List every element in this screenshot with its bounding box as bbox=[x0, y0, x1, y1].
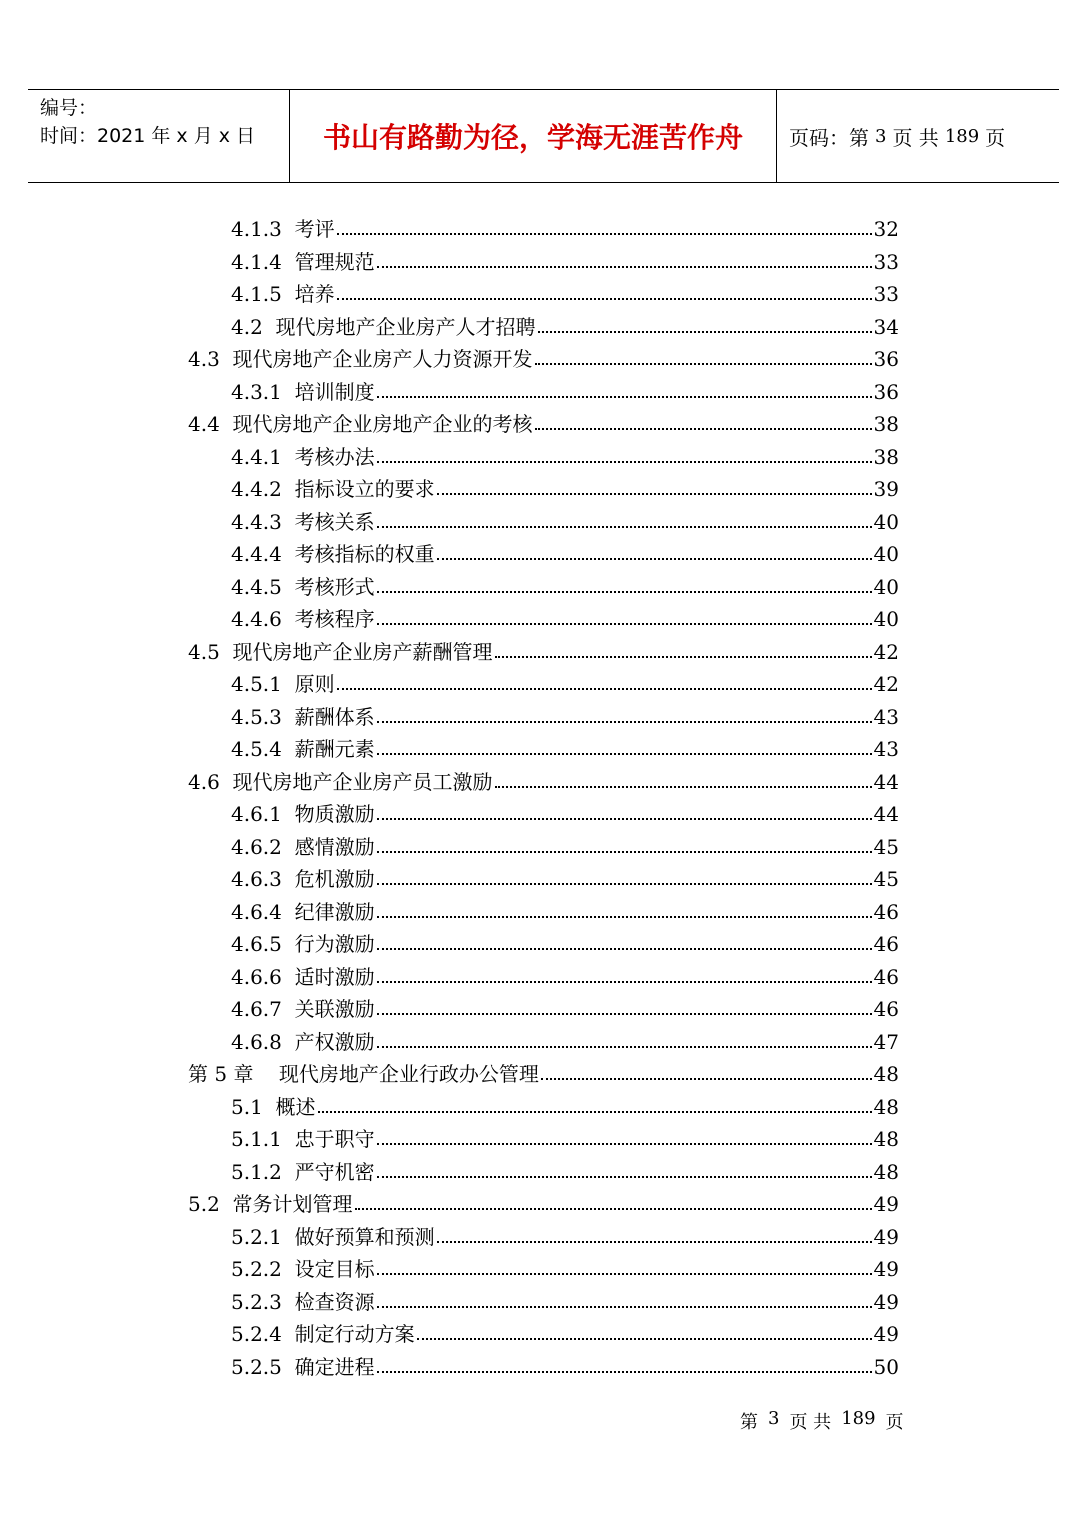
number-label: 编号： bbox=[40, 97, 98, 119]
toc-entry[interactable] bbox=[188, 340, 899, 372]
toc-entry-page: 46 bbox=[873, 932, 899, 956]
footer-mid: 页 共 bbox=[789, 1412, 832, 1433]
footer-current: 3 bbox=[768, 1408, 780, 1429]
toc-dot-leader bbox=[377, 753, 872, 755]
toc-entry[interactable] bbox=[231, 243, 899, 275]
toc-dot-leader bbox=[355, 1208, 872, 1210]
toc-dot-leader bbox=[538, 331, 872, 333]
toc-entry-title: 4.4.2 指标设立的要求 bbox=[231, 477, 435, 501]
toc-entry-page: 49 bbox=[873, 1224, 899, 1249]
toc-entry[interactable] bbox=[231, 828, 899, 860]
header-motto: 书山有路勤为径，学海无涯苦作舟 bbox=[290, 90, 777, 182]
toc-entry-title: 5.2.2 设定目标 bbox=[231, 1257, 375, 1281]
toc-dot-leader bbox=[437, 493, 872, 495]
toc-entry-page: 50 bbox=[873, 1354, 899, 1379]
toc-entry-page: 49 bbox=[873, 1257, 899, 1281]
page-current: 3 bbox=[875, 125, 887, 147]
page-prefix: 页码：第 bbox=[789, 125, 869, 150]
toc-entry-title: 5.2.3 检查资源 bbox=[231, 1289, 375, 1314]
toc-entry-title: 4.5 现代房地产企业房产薪酬管理 bbox=[188, 639, 493, 664]
toc-entry[interactable] bbox=[231, 1153, 899, 1185]
toc-entry-page: 48 bbox=[873, 1094, 899, 1119]
toc-dot-leader bbox=[495, 786, 872, 788]
toc-entry-page: 47 bbox=[873, 1029, 899, 1054]
toc-entry[interactable] bbox=[231, 308, 899, 340]
footer-suffix: 页 bbox=[885, 1412, 904, 1433]
footer-prefix: 第 bbox=[740, 1412, 758, 1433]
header-page-info bbox=[777, 90, 1059, 182]
toc-entry-title: 5.2 常务计划管理 bbox=[188, 1192, 353, 1216]
toc-entry[interactable] bbox=[188, 1055, 899, 1087]
toc-dot-leader bbox=[535, 428, 872, 430]
toc-entry-title: 4.6.2 感情激励 bbox=[231, 834, 375, 859]
toc-entry[interactable] bbox=[231, 893, 899, 925]
toc-entry-page: 36 bbox=[873, 347, 899, 371]
toc-entry-title: 4.4.4 考核指标的权重 bbox=[231, 542, 435, 566]
toc-entry-page: 48 bbox=[873, 1062, 899, 1086]
toc-entry-page: 48 bbox=[873, 1127, 899, 1151]
toc-entry-page: 49 bbox=[873, 1322, 899, 1346]
toc-entry-title: 4.6.6 适时激励 bbox=[231, 964, 375, 989]
toc-entry[interactable] bbox=[231, 665, 899, 697]
toc-entry-page: 38 bbox=[873, 412, 899, 436]
toc-entry-page: 42 bbox=[873, 639, 899, 664]
page-footer bbox=[740, 1408, 904, 1434]
toc-entry-page: 45 bbox=[873, 867, 899, 891]
toc-dot-leader bbox=[377, 526, 872, 528]
toc-dot-leader bbox=[377, 1273, 872, 1275]
toc-entry-title: 4.6.5 行为激励 bbox=[231, 932, 375, 956]
toc-entry-title: 4.6.7 关联激励 bbox=[231, 997, 375, 1021]
toc-entry[interactable] bbox=[231, 275, 899, 307]
toc-entry[interactable] bbox=[231, 1250, 899, 1282]
toc-entry-page: 33 bbox=[873, 249, 899, 274]
toc-dot-leader bbox=[337, 688, 872, 690]
toc-entry-page: 33 bbox=[873, 282, 899, 306]
toc-dot-leader bbox=[377, 851, 872, 853]
toc-entry-page: 40 bbox=[873, 574, 899, 599]
toc-entry[interactable] bbox=[231, 568, 899, 600]
toc-dot-leader bbox=[377, 948, 872, 950]
toc-entry-title: 4.4.3 考核关系 bbox=[231, 509, 375, 534]
toc-entry[interactable] bbox=[231, 1120, 899, 1152]
page-mid: 页 共 bbox=[892, 125, 939, 150]
toc-entry-page: 49 bbox=[873, 1289, 899, 1314]
toc-entry[interactable] bbox=[188, 1185, 899, 1217]
toc-entry-title: 4.5.1 原则 bbox=[231, 672, 335, 696]
toc-entry[interactable] bbox=[231, 795, 899, 827]
page-total: 189 bbox=[944, 125, 980, 147]
toc-entry[interactable] bbox=[231, 438, 899, 470]
toc-dot-leader bbox=[437, 1241, 872, 1243]
toc-entry-title: 4.3.1 培训制度 bbox=[231, 379, 375, 404]
toc-entry-page: 39 bbox=[873, 477, 899, 501]
toc-entry-title: 4.4 现代房地产企业房地产企业的考核 bbox=[188, 412, 533, 436]
toc-entry-title: 4.6.1 物质激励 bbox=[231, 802, 375, 826]
toc-dot-leader bbox=[377, 461, 872, 463]
toc-entry-title: 5.1.2 严守机密 bbox=[231, 1159, 375, 1184]
toc-entry-page: 45 bbox=[873, 834, 899, 859]
toc-entry[interactable] bbox=[231, 730, 899, 762]
toc-entry-page: 49 bbox=[873, 1192, 899, 1216]
page-header bbox=[28, 89, 1059, 183]
toc-entry-page: 46 bbox=[873, 964, 899, 989]
toc-entry[interactable] bbox=[188, 633, 899, 665]
toc-entry[interactable] bbox=[231, 1023, 899, 1055]
toc-entry-title: 4.6.8 产权激励 bbox=[231, 1029, 375, 1054]
toc-entry-title: 4.2 现代房地产企业房产人才招聘 bbox=[231, 314, 536, 339]
toc-entry[interactable] bbox=[188, 405, 899, 437]
toc-entry[interactable] bbox=[231, 1088, 899, 1120]
toc-dot-leader bbox=[377, 1143, 872, 1145]
toc-dot-leader bbox=[377, 721, 872, 723]
toc-entry-page: 43 bbox=[873, 704, 899, 729]
toc-entry-page: 44 bbox=[873, 769, 899, 794]
toc-entry-title: 4.4.5 考核形式 bbox=[231, 574, 375, 599]
toc-entry-page: 46 bbox=[873, 899, 899, 924]
toc-entry-page: 44 bbox=[873, 802, 899, 826]
toc-entry-title: 4.6.3 危机激励 bbox=[231, 867, 375, 891]
toc-entry-title: 5.1.1 忠于职守 bbox=[231, 1127, 375, 1151]
toc-entry-title: 5.2.5 确定进程 bbox=[231, 1354, 375, 1379]
toc-entry-title: 5.1 概述 bbox=[231, 1094, 316, 1119]
toc-dot-leader bbox=[377, 916, 872, 918]
toc-entry[interactable] bbox=[231, 925, 899, 957]
toc-entry-page: 40 bbox=[873, 607, 899, 631]
toc-entry-page: 40 bbox=[873, 509, 899, 534]
toc-dot-leader bbox=[377, 1176, 872, 1178]
toc-entry-title: 4.6 现代房地产企业房产员工激励 bbox=[188, 769, 493, 794]
toc-entry[interactable] bbox=[231, 1283, 899, 1315]
toc-dot-leader bbox=[377, 623, 872, 625]
page-suffix: 页 bbox=[985, 125, 1006, 150]
toc-entry-title: 5.2.4 制定行动方案 bbox=[231, 1322, 415, 1346]
toc-dot-leader bbox=[318, 1111, 872, 1113]
toc-dot-leader bbox=[377, 591, 872, 593]
toc-entry-title: 4.1.3 考评 bbox=[231, 217, 335, 241]
toc-entry[interactable] bbox=[231, 470, 899, 502]
toc-entry-title: 4.4.1 考核办法 bbox=[231, 444, 375, 469]
toc-dot-leader bbox=[495, 656, 872, 658]
toc-dot-leader bbox=[377, 266, 872, 268]
toc-dot-leader bbox=[377, 818, 872, 820]
toc-dot-leader bbox=[377, 981, 872, 983]
toc-entry-title: 4.5.3 薪酬体系 bbox=[231, 704, 375, 729]
toc-entry[interactable] bbox=[231, 373, 899, 405]
footer-total: 189 bbox=[841, 1408, 876, 1429]
toc-entry[interactable] bbox=[231, 600, 899, 632]
toc-dot-leader bbox=[377, 1046, 872, 1048]
toc-dot-leader bbox=[377, 396, 872, 398]
toc-entry-page: 40 bbox=[873, 542, 899, 566]
toc-entry-title: 4.1.4 管理规范 bbox=[231, 249, 375, 274]
toc-dot-leader bbox=[377, 1371, 872, 1373]
toc-dot-leader bbox=[377, 1306, 872, 1308]
toc-entry-title: 4.5.4 薪酬元素 bbox=[231, 737, 375, 761]
toc-dot-leader bbox=[377, 1013, 872, 1015]
toc-entry[interactable] bbox=[231, 503, 899, 535]
toc-dot-leader bbox=[337, 298, 872, 300]
toc-entry-page: 42 bbox=[873, 672, 899, 696]
toc-entry-title: 4.1.5 培养 bbox=[231, 282, 335, 306]
toc-entry[interactable] bbox=[231, 698, 899, 730]
toc-dot-leader bbox=[541, 1078, 872, 1080]
toc-entry[interactable] bbox=[231, 990, 899, 1022]
toc-entry[interactable] bbox=[188, 763, 899, 795]
toc-dot-leader bbox=[377, 883, 872, 885]
toc-entry[interactable] bbox=[231, 1348, 899, 1380]
toc-entry-page: 38 bbox=[873, 444, 899, 469]
toc-entry[interactable] bbox=[231, 210, 899, 242]
toc-dot-leader bbox=[437, 558, 872, 560]
toc-entry[interactable] bbox=[231, 1218, 899, 1250]
toc-entry-page: 43 bbox=[873, 737, 899, 761]
toc-entry-title: 4.4.6 考核程序 bbox=[231, 607, 375, 631]
header-meta bbox=[28, 90, 290, 182]
toc-entry[interactable] bbox=[231, 535, 899, 567]
toc-entry-title: 第 5 章 现代房地产企业行政办公管理 bbox=[188, 1062, 539, 1086]
toc-entry[interactable] bbox=[231, 958, 899, 990]
toc-entry-title: 4.6.4 纪律激励 bbox=[231, 899, 375, 924]
toc-entry-title: 4.3 现代房地产企业房产人力资源开发 bbox=[188, 347, 533, 371]
toc-dot-leader bbox=[535, 363, 872, 365]
toc-entry-page: 34 bbox=[873, 314, 899, 339]
toc-dot-leader bbox=[417, 1338, 872, 1340]
toc-entry[interactable] bbox=[231, 860, 899, 892]
toc-entry-page: 36 bbox=[873, 379, 899, 404]
toc-entry-title: 5.2.1 做好预算和预测 bbox=[231, 1224, 435, 1249]
toc-entry-page: 46 bbox=[873, 997, 899, 1021]
time-label: 时间：2021 年 x 月 x 日 bbox=[40, 125, 256, 147]
toc-entry-page: 48 bbox=[873, 1159, 899, 1184]
toc-entry-page: 32 bbox=[873, 217, 899, 241]
toc-entry[interactable] bbox=[231, 1315, 899, 1347]
toc-dot-leader bbox=[337, 233, 872, 235]
